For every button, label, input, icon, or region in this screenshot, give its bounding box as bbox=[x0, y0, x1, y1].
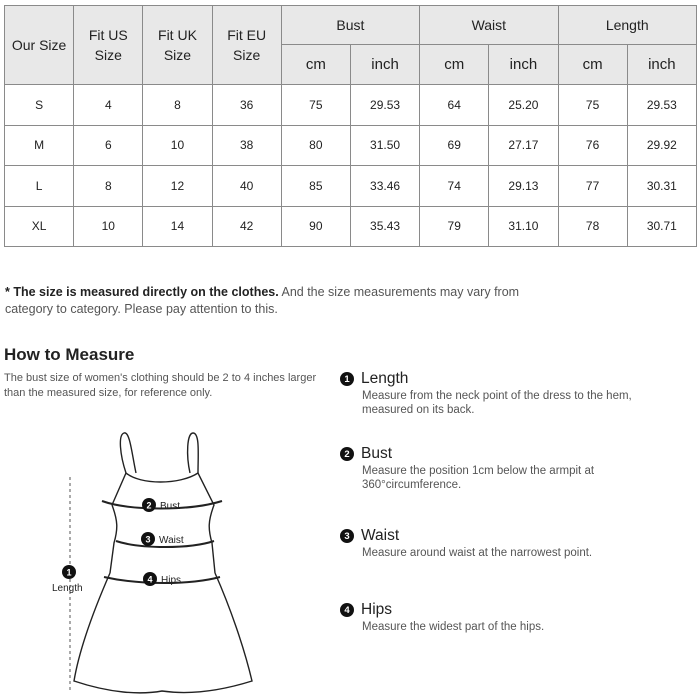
dress-measurement-diagram bbox=[40, 425, 270, 695]
measure-item-length bbox=[340, 370, 680, 417]
table-cell: 77 bbox=[558, 166, 627, 207]
table-row bbox=[5, 206, 697, 247]
measure-item-waist bbox=[340, 527, 680, 560]
svg-text:4: 4 bbox=[147, 574, 153, 585]
header-length: Length bbox=[558, 6, 697, 45]
svg-text:3: 3 bbox=[145, 534, 151, 545]
table-cell: 6 bbox=[74, 125, 143, 166]
table-cell: 31.10 bbox=[489, 206, 558, 247]
number-badge-2: 2 bbox=[340, 447, 354, 461]
header-fit-eu: Fit EU Size bbox=[212, 6, 281, 85]
how-to-measure-title: How to Measure bbox=[4, 345, 135, 364]
table-cell: 10 bbox=[143, 125, 212, 166]
table-cell: XL bbox=[5, 206, 74, 247]
table-cell: 35.43 bbox=[350, 206, 419, 247]
size-chart-table bbox=[4, 5, 697, 247]
header-waist-cm: cm bbox=[420, 45, 489, 85]
table-cell: 8 bbox=[143, 85, 212, 126]
table-cell: 33.46 bbox=[350, 166, 419, 207]
table-cell: 29.92 bbox=[627, 125, 696, 166]
table-cell: 42 bbox=[212, 206, 281, 247]
table-cell: 25.20 bbox=[489, 85, 558, 126]
table-cell: 4 bbox=[74, 85, 143, 126]
table-cell: 75 bbox=[281, 85, 350, 126]
note-bold: * The size is measured directly on the clothes. bbox=[5, 285, 279, 299]
table-cell: 29.53 bbox=[350, 85, 419, 126]
table-cell: 64 bbox=[420, 85, 489, 126]
svg-text:1: 1 bbox=[66, 567, 72, 578]
table-cell: 30.31 bbox=[627, 166, 696, 207]
measure-desc: Measure around waist at the narrowest point. bbox=[362, 547, 593, 559]
waist-label: Waist bbox=[159, 535, 184, 546]
table-cell: 36 bbox=[212, 85, 281, 126]
table-cell: 29.13 bbox=[489, 166, 558, 207]
measure-title: Bust bbox=[361, 445, 393, 462]
table-cell: 27.17 bbox=[489, 125, 558, 166]
table-cell: 14 bbox=[143, 206, 212, 247]
table-cell: 75 bbox=[558, 85, 627, 126]
table-cell: 85 bbox=[281, 166, 350, 207]
header-our-size: Our Size bbox=[5, 6, 74, 85]
measure-desc: Measure from the neck point of the dress to the hem, measured on its back. bbox=[362, 390, 632, 416]
measure-title: Length bbox=[361, 370, 409, 387]
table-cell: L bbox=[5, 166, 74, 207]
hips-marker bbox=[143, 572, 181, 586]
waist-marker bbox=[141, 532, 184, 546]
table-row bbox=[5, 85, 697, 126]
table-cell: 40 bbox=[212, 166, 281, 207]
measure-desc: Measure the position 1cm below the armpit at 360°circumference. bbox=[362, 465, 595, 491]
measure-title: Waist bbox=[361, 527, 400, 544]
header-fit-us: Fit US Size bbox=[74, 6, 143, 85]
table-cell: 78 bbox=[558, 206, 627, 247]
how-to-measure-subtitle: The bust size of women's clothing should be 2 to 4 inches larger than the measured size, for reference only. bbox=[4, 372, 317, 399]
measure-item-bust bbox=[340, 445, 680, 492]
length-marker bbox=[52, 565, 83, 594]
table-cell: 80 bbox=[281, 125, 350, 166]
size-table-body bbox=[5, 85, 697, 247]
table-row bbox=[5, 125, 697, 166]
table-row bbox=[5, 166, 697, 207]
header-bust-inch: inch bbox=[350, 45, 419, 85]
number-badge-1: 1 bbox=[340, 372, 354, 386]
number-badge-4: 4 bbox=[340, 603, 354, 617]
table-cell: 8 bbox=[74, 166, 143, 207]
header-bust-cm: cm bbox=[281, 45, 350, 85]
table-cell: 74 bbox=[420, 166, 489, 207]
measure-title: Hips bbox=[361, 601, 393, 618]
table-cell: 69 bbox=[420, 125, 489, 166]
table-cell: 38 bbox=[212, 125, 281, 166]
header-length-cm: cm bbox=[558, 45, 627, 85]
table-cell: 10 bbox=[74, 206, 143, 247]
dress-outline bbox=[74, 433, 252, 693]
header-bust: Bust bbox=[281, 6, 419, 45]
table-cell: 90 bbox=[281, 206, 350, 247]
number-badge-3: 3 bbox=[340, 529, 354, 543]
table-cell: 29.53 bbox=[627, 85, 696, 126]
header-length-inch: inch bbox=[627, 45, 696, 85]
header-fit-uk: Fit UK Size bbox=[143, 6, 212, 85]
table-cell: M bbox=[5, 125, 74, 166]
measurement-note bbox=[5, 284, 565, 318]
table-cell: 30.71 bbox=[627, 206, 696, 247]
svg-text:2: 2 bbox=[146, 500, 152, 511]
bust-label: Bust bbox=[160, 501, 181, 512]
table-cell: 12 bbox=[143, 166, 212, 207]
measure-item-hips bbox=[340, 601, 680, 634]
table-cell: 79 bbox=[420, 206, 489, 247]
table-cell: 31.50 bbox=[350, 125, 419, 166]
table-cell: S bbox=[5, 85, 74, 126]
length-label: Length bbox=[52, 583, 83, 594]
hips-label: Hips bbox=[161, 575, 182, 586]
measure-desc: Measure the widest part of the hips. bbox=[362, 621, 545, 633]
header-waist: Waist bbox=[420, 6, 558, 45]
table-cell: 76 bbox=[558, 125, 627, 166]
bust-marker bbox=[142, 498, 180, 512]
note-rest: And the size measurements may vary from category to category. Please pay attention to this. bbox=[5, 285, 520, 316]
header-waist-inch: inch bbox=[489, 45, 558, 85]
